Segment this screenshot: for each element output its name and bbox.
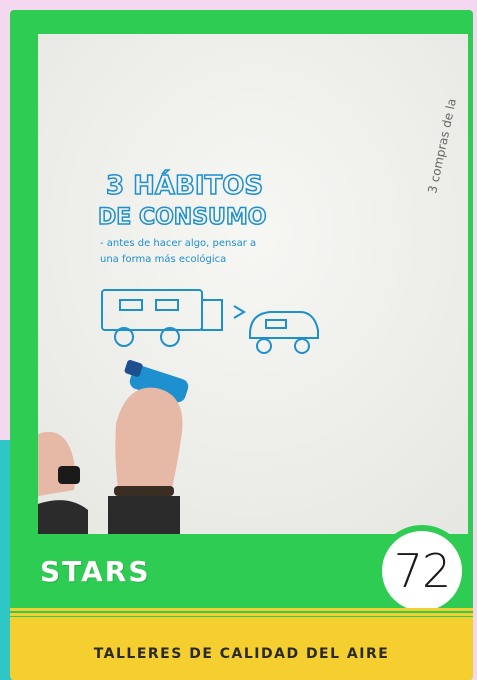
card-photo	[38, 34, 468, 534]
card-subtitle: TALLERES DE CALIDAD DEL AIRE	[93, 646, 390, 662]
whiteboard-photo	[38, 34, 468, 534]
number-badge	[376, 525, 468, 617]
whiteboard-note-line1: - antes de hacer algo, pensar a	[100, 238, 257, 249]
trading-card	[10, 10, 473, 680]
whiteboard-title-line1: 3 HÁBITOS	[106, 171, 264, 201]
whiteboard-note-line2: una forma más ecológica	[100, 254, 227, 265]
card-number: 72	[393, 544, 451, 598]
card-name: STARS	[40, 555, 151, 588]
whiteboard-title-line2: DE CONSUMO	[98, 205, 267, 230]
side-note: 3 compras de la	[425, 97, 460, 195]
whiteboard-title	[98, 169, 267, 230]
